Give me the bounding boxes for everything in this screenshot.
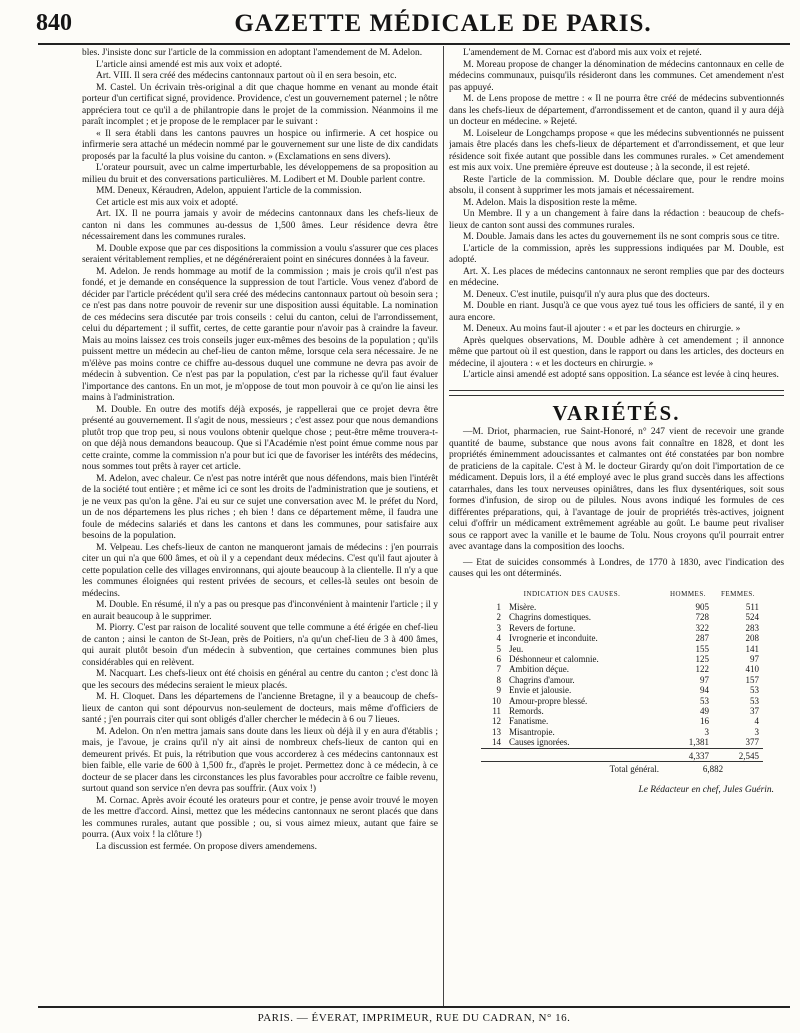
women-count: 410 <box>745 664 759 675</box>
table-row <box>481 644 763 654</box>
women-count: 524 <box>745 612 759 623</box>
men-count: 16 <box>700 716 709 727</box>
row-number: 2 <box>496 612 501 623</box>
cause-label: Fanatisme. <box>509 716 549 727</box>
table-row <box>481 623 763 633</box>
table-header-women: FEMMES. <box>720 589 756 598</box>
cause-label: Envie et jalousie. <box>509 685 572 696</box>
cause-label: Chagrins domestiques. <box>509 612 591 623</box>
paragraph: M. Adelon. Je rends hommage au motif de la commission ; mais je crois qu'il n'est pas fondé, et je demande en conséquence la suppression de tout l'article. Vous venez d'abord de décider par l'article précédent qu'il sera créé des médecins cantonnaux partout où besoin sera ; ce n'est pas dans notre pouvoir de revenir sur une disposition aussi équitable. La nomination de ces médecins sera discutée par trois conseils : celui du canton, celui de l'arrondissement, celui du département ; il suffit, certes, de cette garantie pour n'avoir pas à craindre la faveur. Mais au moins laissez ces trois conseils juger eux-mêmes des besoins de la population ; qu'ils puissent mettre un médecin au chef-lieu de canton même, lorsque cela sera nécessaire. Je ne m'élève pas moins contre ce chiffre au-dessous duquel une commune ne devra pas avoir de médecin à subvention. Ce n'est pas par la population, c'est par la richesse qu'il faut évaluer l'importance des cantons. En un mot, je m'oppose de tout mon pouvoir à ce qu'on lie ainsi les mains à l'administration. <box>82 266 438 403</box>
paragraph: M. Loiseleur de Longchamps propose « que les médecins subventionnés ne puissent jamais être placés dans les chefs-lieux de département et d'arrondissement, et que leur résidence soit fixée autant que possible dans les communes rurales. » Cet amendement est mis aux voix. Une première épreuve est douteuse ; à la seconde, il est rejeté. <box>449 128 784 173</box>
men-count: 49 <box>700 706 709 717</box>
men-count: 905 <box>695 602 709 612</box>
paragraph: M. H. Cloquet. Dans les départemens de l'ancienne Bretagne, il y a beaucoup de chefs-lieux de canton qui sont dépourvus non-seulement de docteurs, mais même d'officiers de santé ; j'en pourrais citer qui sont obligés d'aller chercher le médecin à 6 ou 7 lieues. <box>82 692 438 725</box>
row-number: 10 <box>492 695 501 706</box>
row-number: 12 <box>492 716 501 727</box>
women-count: 53 <box>750 685 759 696</box>
imprint-footer: PARIS. — ÉVERAT, IMPRIMEUR, RUE DU CADRAN, N° 16. <box>257 1012 571 1024</box>
men-count: 122 <box>695 664 709 675</box>
women-count: 283 <box>745 622 759 633</box>
row-number: 11 <box>492 706 501 717</box>
paragraph: Un Membre. Il y a un changement à faire dans la rédaction : beaucoup de chefs-lieux de canton sont aussi des communes rurales. <box>449 209 784 231</box>
total-label: Total général. <box>505 762 663 775</box>
women-count: 97 <box>750 654 759 665</box>
cause-label: Chagrins d'amour. <box>509 674 575 685</box>
paragraph: M. Castel. Un écrivain très-original a dit que chaque homme en venant au monde était porteur d'un certificat signé, providence. Providence, c'est un gouvernement paternel ; le nôtre appréciera tout ce qu'il a de philantropie dans le projet de la commission. Néanmoins il me paraît incomplet ; et je propose de le remplacer par le suivant : <box>82 82 438 127</box>
left-column <box>82 48 438 994</box>
row-number: 5 <box>496 643 501 654</box>
paragraph: M. Double. En résumé, il n'y a pas ou presque pas d'inconvénient à maintenir l'article ; il y en aurait beaucoup à le supprimer. <box>82 600 438 622</box>
table-row <box>481 664 763 674</box>
men-count: 1,381 <box>688 737 709 748</box>
suicide-table <box>481 589 763 775</box>
paragraph: M. Moreau propose de changer la dénomination de médecins cantonnaux en celle de médecins communaux, puisqu'ils résideront dans les communes. Cet amendement n'est pas appuyé. <box>449 59 784 93</box>
paragraph: bles. J'insiste donc sur l'article de la commission en adoptant l'amendement de M. Adelon. <box>82 48 423 58</box>
table-row <box>481 685 763 695</box>
row-number: 7 <box>496 664 501 675</box>
men-count: 155 <box>695 643 709 654</box>
page-header <box>36 6 790 40</box>
men-count: 3 <box>704 726 709 737</box>
paragraph: M. Double en riant. Jusqu'à ce que vous ayez tué tous les officiers de santé, il y en aura encore. <box>449 301 784 323</box>
page-number: 840 <box>36 10 72 36</box>
cause-label: Ivrognerie et inconduite. <box>509 633 598 644</box>
women-count: 53 <box>750 695 759 706</box>
paragraph: M. Deneux. C'est inutile, puisqu'il n'y aura plus que des docteurs. <box>463 289 710 300</box>
varietes-paragraph: —M. Driot, pharmacien, rue Saint-Honoré, n° 247 vient de recevoir une grande quantité de baume, substance que nous avons fait connaître en 1828, et dont les propriétés éminemment adoucissantes et calmantes ont été constatées par bon nombre de praticiens de la capitale. C'est à M. le docteur Girardy qu'on doit l'importation de ce médicament. Depuis lors, il a été employé avec le plus grand succès dans les affections catarrhales, dans les toux nerveuses opiniâtres, dans les flux dysentériques, soit sous formes d'infusion, de sirop ou de pilules. Nous avons indiqué les formules de ces différentes préparations, qui, à l'avantage de jouir de propriétés très-actives, joignent celui d'offrir un médicament extrêmement agréable au goût. Le baume peut rivaliser sous ce rapport avec la vanille et le baume de Tolu. Nous croyons qu'il pourrait entrer avec avantage dans la composition des loochs. <box>449 427 784 552</box>
section-rule <box>449 395 784 396</box>
journal-title: GAZETTE MÉDICALE DE PARIS. <box>234 10 652 37</box>
table-body <box>481 602 763 775</box>
cause-label: Misère. <box>509 602 537 612</box>
paragraph: L'article de la commission, après les suppressions indiquées par M. Double, est adopté. <box>449 243 784 265</box>
paragraph: La discussion est fermée. On propose divers amendemens. <box>96 841 317 852</box>
signature: Le Rédacteur en chef, Jules Guérin. <box>638 784 774 795</box>
paragraph: M. de Lens propose de mettre : « Il ne pourra être créé de médecins subventionnés dans les chefs-lieux de département, d'arrondissement et de canton, quand il y aura déjà un docteur en médecine. » Rejeté. <box>449 94 784 127</box>
paragraph: Reste l'article de la commission. M. Double déclare que, pour le rendre moins absolu, il consent à supprimer les mots jamais et nécessairement. <box>449 174 784 196</box>
men-count: 94 <box>700 685 709 696</box>
paragraph: Art. X. Les places de médecins cantonnaux ne seront remplies que par des docteurs en médecine. <box>449 266 784 288</box>
table-row <box>481 675 763 685</box>
row-number: 13 <box>492 726 501 737</box>
paragraph: M. Adelon. On n'en mettra jamais sans doute dans les lieux où déjà il y en aura d'établis ; mais, je l'avoue, je crains qu'il n'y ait ainsi de nombreux chefs-lieux de canton qui en demeurent privés. Et puis, la rétribution que vous accorderez à ces médecins cantonnaux est bien faible, elle varie de 600 à 1,500 fr., d'après le projet. Permettez donc à ce médecin, à ce docteur de se placer dans les circonstances les plus favorables pour accroître ce faible revenu, surtout quand son service n'en devra pas souffrir. (Aux voix !) <box>82 726 438 794</box>
women-count: 208 <box>745 633 759 644</box>
paragraph: M. Cornac. Après avoir écouté les orateurs pour et contre, je pense avoir trouvé le moyen de les mettre d'accord. Ainsi, mettez que les médecins cantonnaux ne seront placés que dans les communes rurales, autant que possible ; ou, si vous aimez mieux, autant que faire se pourra. (Aux voix ! la clôture !) <box>82 795 438 840</box>
paragraph: Cet article est mis aux voix et adopté. <box>96 197 239 208</box>
table-row <box>481 612 763 622</box>
subtotal-men: 4,337 <box>663 748 713 761</box>
men-count: 287 <box>695 633 709 644</box>
men-count: 53 <box>700 695 709 706</box>
header-rule <box>38 43 790 45</box>
men-count: 728 <box>695 612 709 623</box>
subtotal-row <box>481 748 763 761</box>
paragraph: M. Nacquart. Les chefs-lieux ont été choisis en général au centre du canton ; c'est donc là que les secours des médecins seraient le mieux placés. <box>82 669 438 691</box>
men-count: 125 <box>695 654 709 665</box>
table-row <box>481 654 763 664</box>
paragraph: M. Double expose que par ces dispositions la commission a voulu s'assurer que ces places seraient véritablement remplies, et ne dégénéreraient point en sinécures données à la faveur. <box>82 243 438 265</box>
paragraph: MM. Deneux, Kéraudren, Adelon, appuient l'article de la commission. <box>96 186 362 196</box>
paragraph: L'amendement de M. Cornac est d'abord mis aux voix et rejeté. <box>463 48 702 58</box>
table-row <box>481 716 763 726</box>
cause-label: Ambition déçue. <box>509 664 569 675</box>
row-number: 9 <box>496 685 501 696</box>
table-row <box>481 696 763 706</box>
paragraph: M. Adelon, avec chaleur. Ce n'est pas notre intérêt que nous défendons, mais bien l'intérêt de la société tout entière ; et même ici ce sont les droits de l'administration que je soutiens, et je ne veux pas qu'on la gêne. J'ai eu sur ce sujet une conversation avec M. le préfet du Nord, un de nos départemens les plus riches ; eh bien ! dans ce département même, il faudra une foule de médecins salariés et dans les cantons et dans les communes, pour satisfaire aux besoins de la population. <box>82 473 438 541</box>
men-count: 97 <box>700 674 709 685</box>
row-number: 6 <box>496 654 501 665</box>
table-row <box>481 602 763 612</box>
table-row <box>481 727 763 737</box>
paragraph: L'article ainsi amendé est adopté sans opposition. La séance est levée à cinq heures. <box>463 370 779 380</box>
footer-rule <box>38 1006 790 1008</box>
women-count: 377 <box>745 737 759 748</box>
women-count: 511 <box>745 602 759 612</box>
paragraph: M. Double. En outre des motifs déjà exposés, je rappellerai que ce projet devra être présenté au gouvernement. Il s'agit de nous, messieurs ; c'est assez pour que nous demandions plutôt trop que trop peu, si nous voulons obtenir quelque chose ; peut-être même trouvera-t-on que déjà nous demandons beaucoup. Que si l'Académie n'est point émue comme nous par cette crainte, comme la commission n'a pour but ici que de favoriser les intérêts des médecins, nous sommes tout prêts à rayer cet article. <box>82 404 438 472</box>
table-header-men: HOMMES. <box>670 589 706 598</box>
total-value: 6,882 <box>663 762 763 775</box>
paragraph: M. Adelon. Mais la disposition reste la même. <box>463 197 638 208</box>
cause-label: Causes ignorées. <box>509 737 570 748</box>
table-header-causes: INDICATION DES CAUSES. <box>523 589 621 598</box>
cause-label: Misantropie. <box>509 726 555 737</box>
row-number: 1 <box>496 602 501 612</box>
women-count: 157 <box>745 674 759 685</box>
paragraph: M. Deneux. Au moins faut-il ajouter : « et par les docteurs en chirurgie. » <box>463 324 741 334</box>
women-count: 4 <box>754 716 759 727</box>
paragraph: Après quelques observations, M. Double adhère à cet amendement ; il annonce même que partout où il est question, dans le rapport ou dans les articles, des docteurs en médecine, il ajoutera : « et les docteurs en chirurgie. » <box>449 335 784 369</box>
cause-label: Amour-propre blessé. <box>509 695 588 706</box>
varietes-paragraph: — Etat de suicides consommés à Londres, de 1770 à 1830, avec l'indication des causes qui les ont déterminés. <box>449 557 784 579</box>
paragraph: L'article ainsi amendé est mis aux voix et adopté. <box>96 59 282 70</box>
table-row <box>481 633 763 643</box>
cause-label: Remords. <box>509 706 544 717</box>
table-row <box>481 737 763 748</box>
women-count: 141 <box>745 643 759 654</box>
paragraph: « Il sera établi dans les cantons pauvres un hospice ou infirmerie. A cet hospice ou infirmerie sera attaché un médecin nommé par le gouvernement sur une liste de dix candidats proposés par la faculté la plus voisine du canton. » (Exclamations en sens divers). <box>82 128 438 162</box>
table-header-row <box>481 589 763 603</box>
cause-label: Revers de fortune. <box>509 622 576 633</box>
women-count: 37 <box>750 706 759 717</box>
section-rule <box>449 390 784 391</box>
paragraph: Art. VIII. Il sera créé des médecins cantonnaux partout où il en sera besoin, etc. <box>96 71 397 81</box>
column-separator <box>443 46 444 1006</box>
total-row <box>481 762 763 775</box>
paragraph: Art. IX. Il ne pourra jamais y avoir de médecins cantonnaux dans les chefs-lieux de canton ni dans les communes au-dessus de 1,500 âmes. Leur résidence devra être nécessairement dans les communes rurales. <box>82 209 438 242</box>
paragraph: M. Piorry. C'est par raison de localité souvent que telle commune a été érigée en chef-lieu de canton ; ainsi le canton de St-Jean, près de Poitiers, n'a qu'un chef-lieu de 3 à 400 âmes, qui aurait plutôt besoin d'un médecin à subvention, que certaines communes bien plus considérables qui en relèvent. <box>82 623 438 668</box>
row-number: 3 <box>496 622 501 633</box>
right-column <box>449 48 784 994</box>
paragraph: L'orateur poursuit, avec un calme imperturbable, les développemens de sa proposition au milieu du bruit et des conversations particulières. M. Lodibert et M. Double parlent contre. <box>82 163 438 185</box>
row-number: 8 <box>496 674 501 685</box>
row-number: 4 <box>496 633 501 644</box>
women-count: 3 <box>754 726 759 737</box>
cause-label: Jeu. <box>509 643 524 654</box>
varietes-title: VARIÉTÉS. <box>552 400 681 425</box>
paragraph: M. Double. Jamais dans les actes du gouvernement ils ne sont compris sous ce titre. <box>463 232 780 242</box>
table-row <box>481 706 763 716</box>
row-number: 14 <box>492 737 501 748</box>
men-count: 322 <box>695 622 709 633</box>
subtotal-women: 2,545 <box>713 748 763 761</box>
paragraph: M. Velpeau. Les chefs-lieux de canton ne manqueront jamais de médecins : j'en pourrais citer un qui n'a que 600 âmes, et où il y a cependant deux médecins. C'est qu'il faut ajouter à cette population celle des villages environnans, qui ajoute beaucoup à la clientelle. Il n'y a que les communes éloignées qui restent privées de secours, et celles-là seules ont besoin de médecins. <box>82 542 438 599</box>
cause-label: Déshonneur et calomnie. <box>509 654 599 665</box>
